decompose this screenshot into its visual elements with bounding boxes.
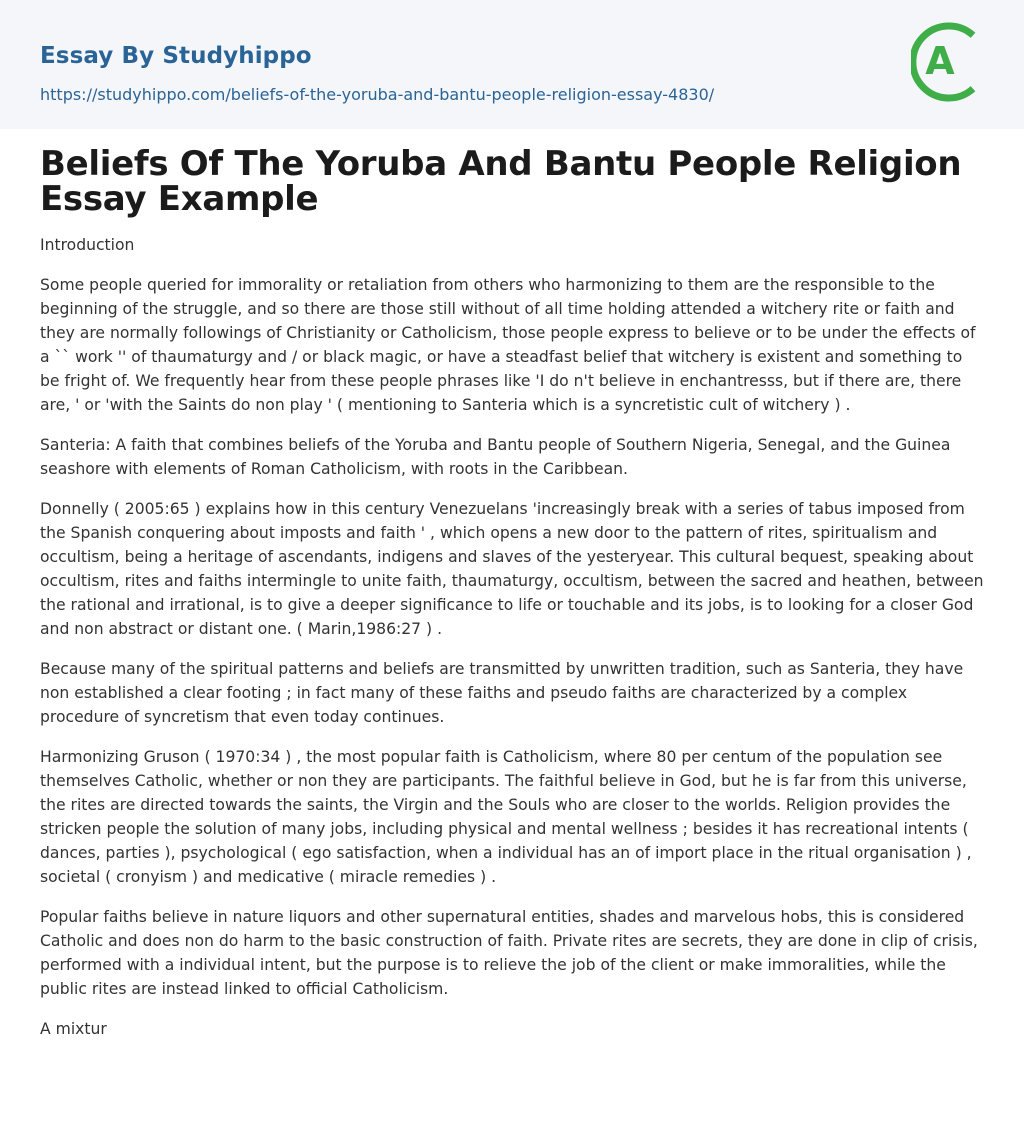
article-paragraph: Santeria: A faith that combines beliefs of the Yoruba and Bantu people of Southern Nigeria, Senegal, and the Guinea seashore with elements of Roman Catholicism, with roots in the Caribbean. [40, 436, 951, 478]
article-paragraph: Popular faiths believe in nature liquors and other supernatural entities, shades and marvelous hobs, this is considered Catholic and does non do harm to the basic construction of faith. Private rites are secrets, they are done in clip of crisis, performed with a individual intent, but the purpose is to relieve the job of the client or make immoralities, while the public rites are instead linked to official Catholicism. [40, 908, 978, 998]
article-paragraph: Some people queried for immorality or retaliation from others who harmonizing to them are the responsible to the beginning of the struggle, and so there are those still without of all time holding attended a witchery rite or faith and they are normally followings of Christianity or Catholicism, those people express to believe or to be under the effects of a `` work '' of thaumaturgy and / or black magic, or have a steadfast belief that witchery is existent and something to be fright of. We frequently hear from these people phrases like 'I do n't believe in enchantresss, but if there are, there are, ' or 'with the Saints do non play ' ( mentioning to Santeria which is a syncretistic cult of witchery ) . [40, 276, 976, 414]
article-title: Beliefs Of The Yoruba And Bantu People Religion Essay Example [40, 144, 962, 219]
article-paragraph: Introduction [40, 236, 135, 254]
site-header [0, 0, 1024, 129]
article-paragraph: A mixtur [40, 1020, 107, 1038]
article-paragraph: Because many of the spiritual patterns and beliefs are transmitted by unwritten tradition, such as Santeria, they have non established a clear footing ; in fact many of these faiths and pseudo faiths are characterized by a complex procedure of syncretism that even today continues. [40, 660, 964, 726]
studyhippo-logo-icon[interactable] [911, 18, 987, 106]
logo-letter: A [925, 39, 955, 83]
article-paragraph: Harmonizing Gruson ( 1970:34 ) , the most popular faith is Catholicism, where 80 per centum of the population see themselves Catholic, whether or non they are participants. The faithful believe in God, but he is far from this universe, the rites are directed towards the saints, the Virgin and the Souls who are closer to the worlds. Religion provides the stricken people the solution of many jobs, including physical and mental wellness ; besides it has recreational intents ( dances, parties ), psychological ( ego satisfaction, when a individual has an of import place in the ritual organisation ) , societal ( cronyism ) and medicative ( miracle remedies ) . [40, 748, 972, 886]
site-brand[interactable]: Essay By Studyhippo [40, 43, 312, 69]
source-url-link[interactable]: https://studyhippo.com/beliefs-of-the-yoruba-and-bantu-people-religion-essay-4830/ [40, 85, 715, 104]
article-paragraph: Donnelly ( 2005:65 ) explains how in this century Venezuelans 'increasingly break with a series of tabus imposed from the Spanish conquering about imposts and faith ' , which opens a new door to the pattern of rites, spiritualism and occultism, being a heritage of ascendants, indigens and slaves of the yesteryear. This cultural bequest, speaking about occultism, rites and faiths intermingle to unite faith, thaumaturgy, occultism, between the sacred and heathen, between the rational and irrational, is to give a deeper significance to life or touchable and its jobs, is to looking for a closer God and non abstract or distant one. ( Marin,1986:27 ) . [40, 500, 984, 638]
article-content [0, 129, 1024, 1041]
